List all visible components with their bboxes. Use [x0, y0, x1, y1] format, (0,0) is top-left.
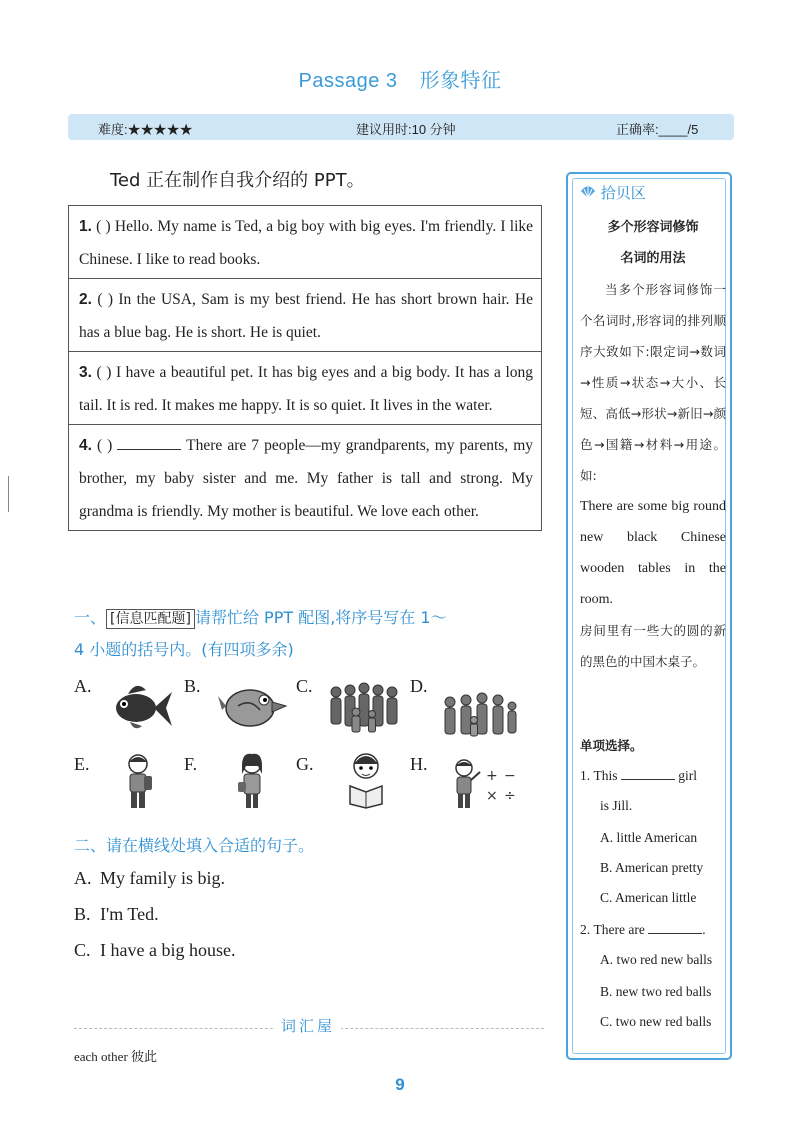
tips-sidebar — [566, 172, 732, 1060]
option-a-label: A. — [74, 676, 92, 696]
option-g-label: G. — [296, 754, 314, 774]
quiz-option[interactable]: C. two new red balls — [600, 1014, 712, 1029]
section-2-heading: 二、请在横线处填入合适的句子。 — [74, 836, 315, 855]
answer-option: B. I'm Ted. — [74, 904, 159, 924]
svg-text:+: + — [486, 768, 498, 784]
question-row — [69, 352, 541, 425]
option-d-label: D. — [410, 676, 428, 696]
question-table — [68, 205, 542, 531]
vocab-item: each other 彼此 — [74, 1049, 158, 1064]
intro-text: Ted 正在制作自我介绍的 PPT。 — [110, 170, 365, 191]
girl-with-bag-icon — [232, 752, 272, 812]
question-number: 3. — [79, 364, 92, 381]
quiz-question-2: 2. There are . — [580, 922, 706, 937]
example-english: There are some big round new black Chinese wooden tables in the room. — [580, 499, 726, 607]
sidebar-heading: 拾贝区 — [580, 182, 646, 203]
question-text: In the USA, Sam is my best friend. He has short brown hair. He has a blue bag. He is short. He is quiet. — [79, 291, 534, 341]
quiz-option[interactable]: B. new two red balls — [600, 984, 712, 999]
question-text: There are 7 people—my grandparents, my parents, my brother, my baby sister and me. My father is tall and strong. My grandma is friendly. My mother is beautiful. We love each other. — [79, 437, 534, 520]
svg-text:×: × — [486, 788, 498, 804]
family-group-icon — [440, 690, 520, 740]
question-row — [69, 279, 541, 352]
question-number: 2. — [79, 291, 92, 308]
quiz-question-1: 1. This girl — [580, 768, 698, 783]
answer-paren[interactable]: ( ) — [96, 218, 111, 235]
question-row — [69, 425, 541, 530]
quiz-option[interactable]: B. American pretty — [600, 860, 704, 875]
quiz-option[interactable]: A. two red new balls — [600, 952, 713, 967]
answer-paren[interactable]: ( ) — [96, 437, 113, 454]
boy-math-symbols-icon — [446, 756, 518, 812]
sidebar-subtitle: 名词的用法 — [620, 251, 686, 266]
family-group-icon — [326, 678, 404, 736]
svg-text:÷: ÷ — [504, 788, 516, 804]
quiz-title: 单项选择。 — [580, 738, 643, 753]
question-type-tag: [信息匹配题] — [106, 609, 195, 629]
section-1-heading: 一、 [信息匹配题] 请帮忙给 PPT 配图,将序号写在 1～ 4 小题的括号内。(有四项多余) — [74, 608, 447, 659]
option-f-label: F. — [184, 754, 198, 774]
question-row — [69, 206, 541, 279]
answer-paren[interactable]: ( ) — [97, 291, 114, 308]
bird-icon — [216, 676, 288, 734]
fill-blank[interactable] — [621, 768, 675, 780]
answer-paren[interactable]: ( ) — [96, 364, 112, 381]
boy-reading-book-icon — [344, 750, 388, 812]
example-chinese: 房间里有一些大的圆的新的黑色的中国木桌子。 — [580, 623, 726, 669]
page-number: 9 — [395, 1075, 405, 1094]
quiz-option[interactable]: C. American little — [600, 890, 697, 905]
question-text: Hello. My name is Ted, a big boy with big eyes. I'm friendly. I like Chinese. I like to read books. — [79, 218, 534, 268]
goldfish-icon — [106, 676, 176, 736]
answer-option: C. I have a big house. — [74, 940, 236, 960]
sidebar-subtitle: 多个形容词修饰 — [607, 220, 699, 235]
option-h-label: H. — [410, 754, 428, 774]
vocab-title: 词汇屋 — [275, 1015, 341, 1036]
info-bar — [68, 114, 734, 140]
margin-mark — [8, 476, 9, 512]
svg-text:−: − — [504, 768, 516, 784]
option-b-label: B. — [184, 676, 201, 696]
fill-blank[interactable] — [117, 435, 181, 450]
option-c-label: C. — [296, 676, 313, 696]
question-number: 1. — [79, 218, 92, 235]
answer-option: A. My family is big. — [74, 868, 225, 888]
question-number: 4. — [79, 437, 92, 454]
quiz-question-1-cont: is Jill. — [600, 798, 633, 813]
sidebar-body — [580, 212, 726, 677]
difficulty-label: 难度:★★★★★ — [98, 122, 193, 137]
page-title: Passage 3 形象特征 — [298, 70, 502, 92]
suggested-time: 建议用时:10 分钟 — [356, 122, 456, 137]
question-text: I have a beautiful pet. It has big eyes and a big body. It has a long tail. It is red. It makes me happy. It is so quiet. It lives in the water. — [79, 364, 534, 414]
accuracy-field[interactable]: 正确率:____/5 — [616, 122, 699, 137]
shell-icon — [580, 185, 596, 199]
quiz-option[interactable]: A. little American — [600, 830, 698, 845]
fill-blank[interactable] — [648, 922, 702, 934]
grammar-rule: 当多个形容词修饰一个名词时,形容词的排列顺序大致如下:限定词→数词→性质→状态→大小、长短、高低→形状→新旧→颜色→国籍→材料→用途。如: — [580, 282, 726, 483]
option-e-label: E. — [74, 754, 90, 774]
boy-with-backpack-icon — [118, 752, 158, 812]
